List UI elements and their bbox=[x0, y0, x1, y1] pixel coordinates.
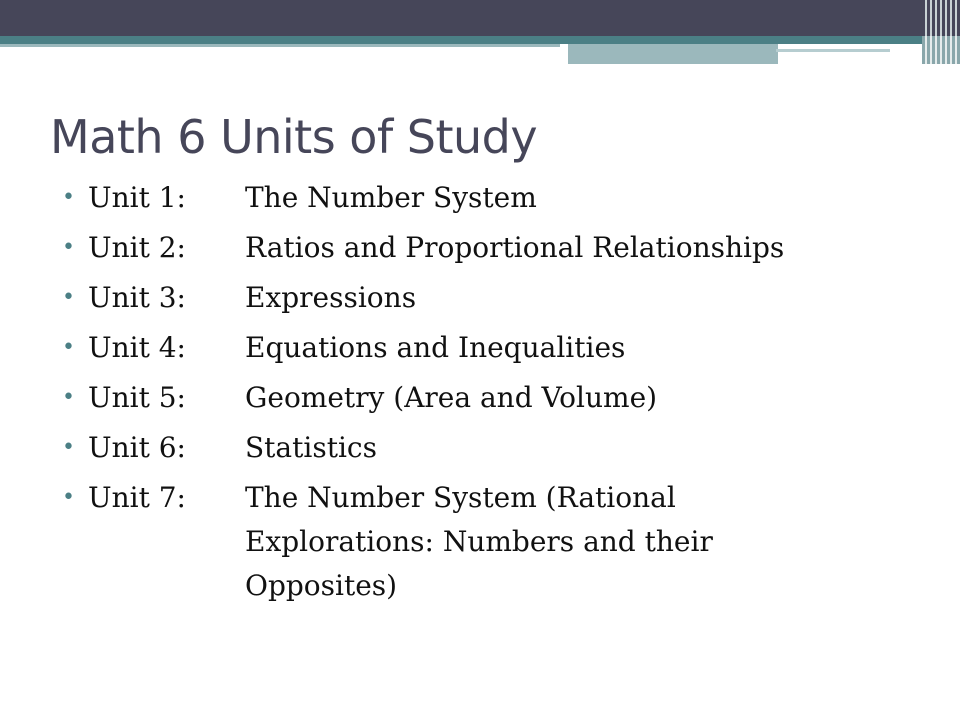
list-item bbox=[62, 476, 942, 608]
unit-description: Expressions bbox=[245, 281, 417, 314]
bullet-icon: • bbox=[62, 285, 75, 310]
header-accent-bar bbox=[0, 36, 960, 44]
bullet-icon: • bbox=[62, 385, 75, 410]
unit-label: Unit 6: bbox=[88, 431, 186, 464]
unit-description: The Number System (Rational Explorations: Numbers and their Opposites) bbox=[245, 481, 713, 602]
list-item bbox=[62, 226, 942, 270]
header-tab-line bbox=[776, 49, 890, 52]
unit-label: Unit 5: bbox=[88, 381, 186, 414]
unit-description: Geometry (Area and Volume) bbox=[245, 381, 658, 414]
list-item bbox=[62, 326, 942, 370]
header-light-line bbox=[0, 44, 560, 47]
slide-title: Math 6 Units of Study bbox=[50, 110, 538, 164]
list-item bbox=[62, 426, 942, 470]
header-bar bbox=[0, 0, 960, 36]
bullet-icon: • bbox=[62, 335, 75, 360]
unit-description: Ratios and Proportional Relationships bbox=[245, 231, 785, 264]
unit-label: Unit 7: bbox=[88, 481, 186, 514]
unit-description: Statistics bbox=[245, 431, 377, 464]
bullet-icon: • bbox=[62, 485, 75, 510]
unit-description: Equations and Inequalities bbox=[245, 331, 626, 364]
unit-list bbox=[62, 176, 942, 608]
bullet-icon: • bbox=[62, 435, 75, 460]
list-item bbox=[62, 176, 942, 220]
header-tab-shape bbox=[568, 44, 778, 64]
unit-label: Unit 2: bbox=[88, 231, 186, 264]
list-item bbox=[62, 276, 942, 320]
unit-label: Unit 1: bbox=[88, 181, 186, 214]
unit-label: Unit 3: bbox=[88, 281, 186, 314]
bullet-icon: • bbox=[62, 185, 75, 210]
header-stripes-lower bbox=[922, 36, 960, 64]
unit-description: The Number System bbox=[245, 181, 537, 214]
list-item bbox=[62, 376, 942, 420]
unit-label: Unit 4: bbox=[88, 331, 186, 364]
bullet-icon: • bbox=[62, 235, 75, 260]
